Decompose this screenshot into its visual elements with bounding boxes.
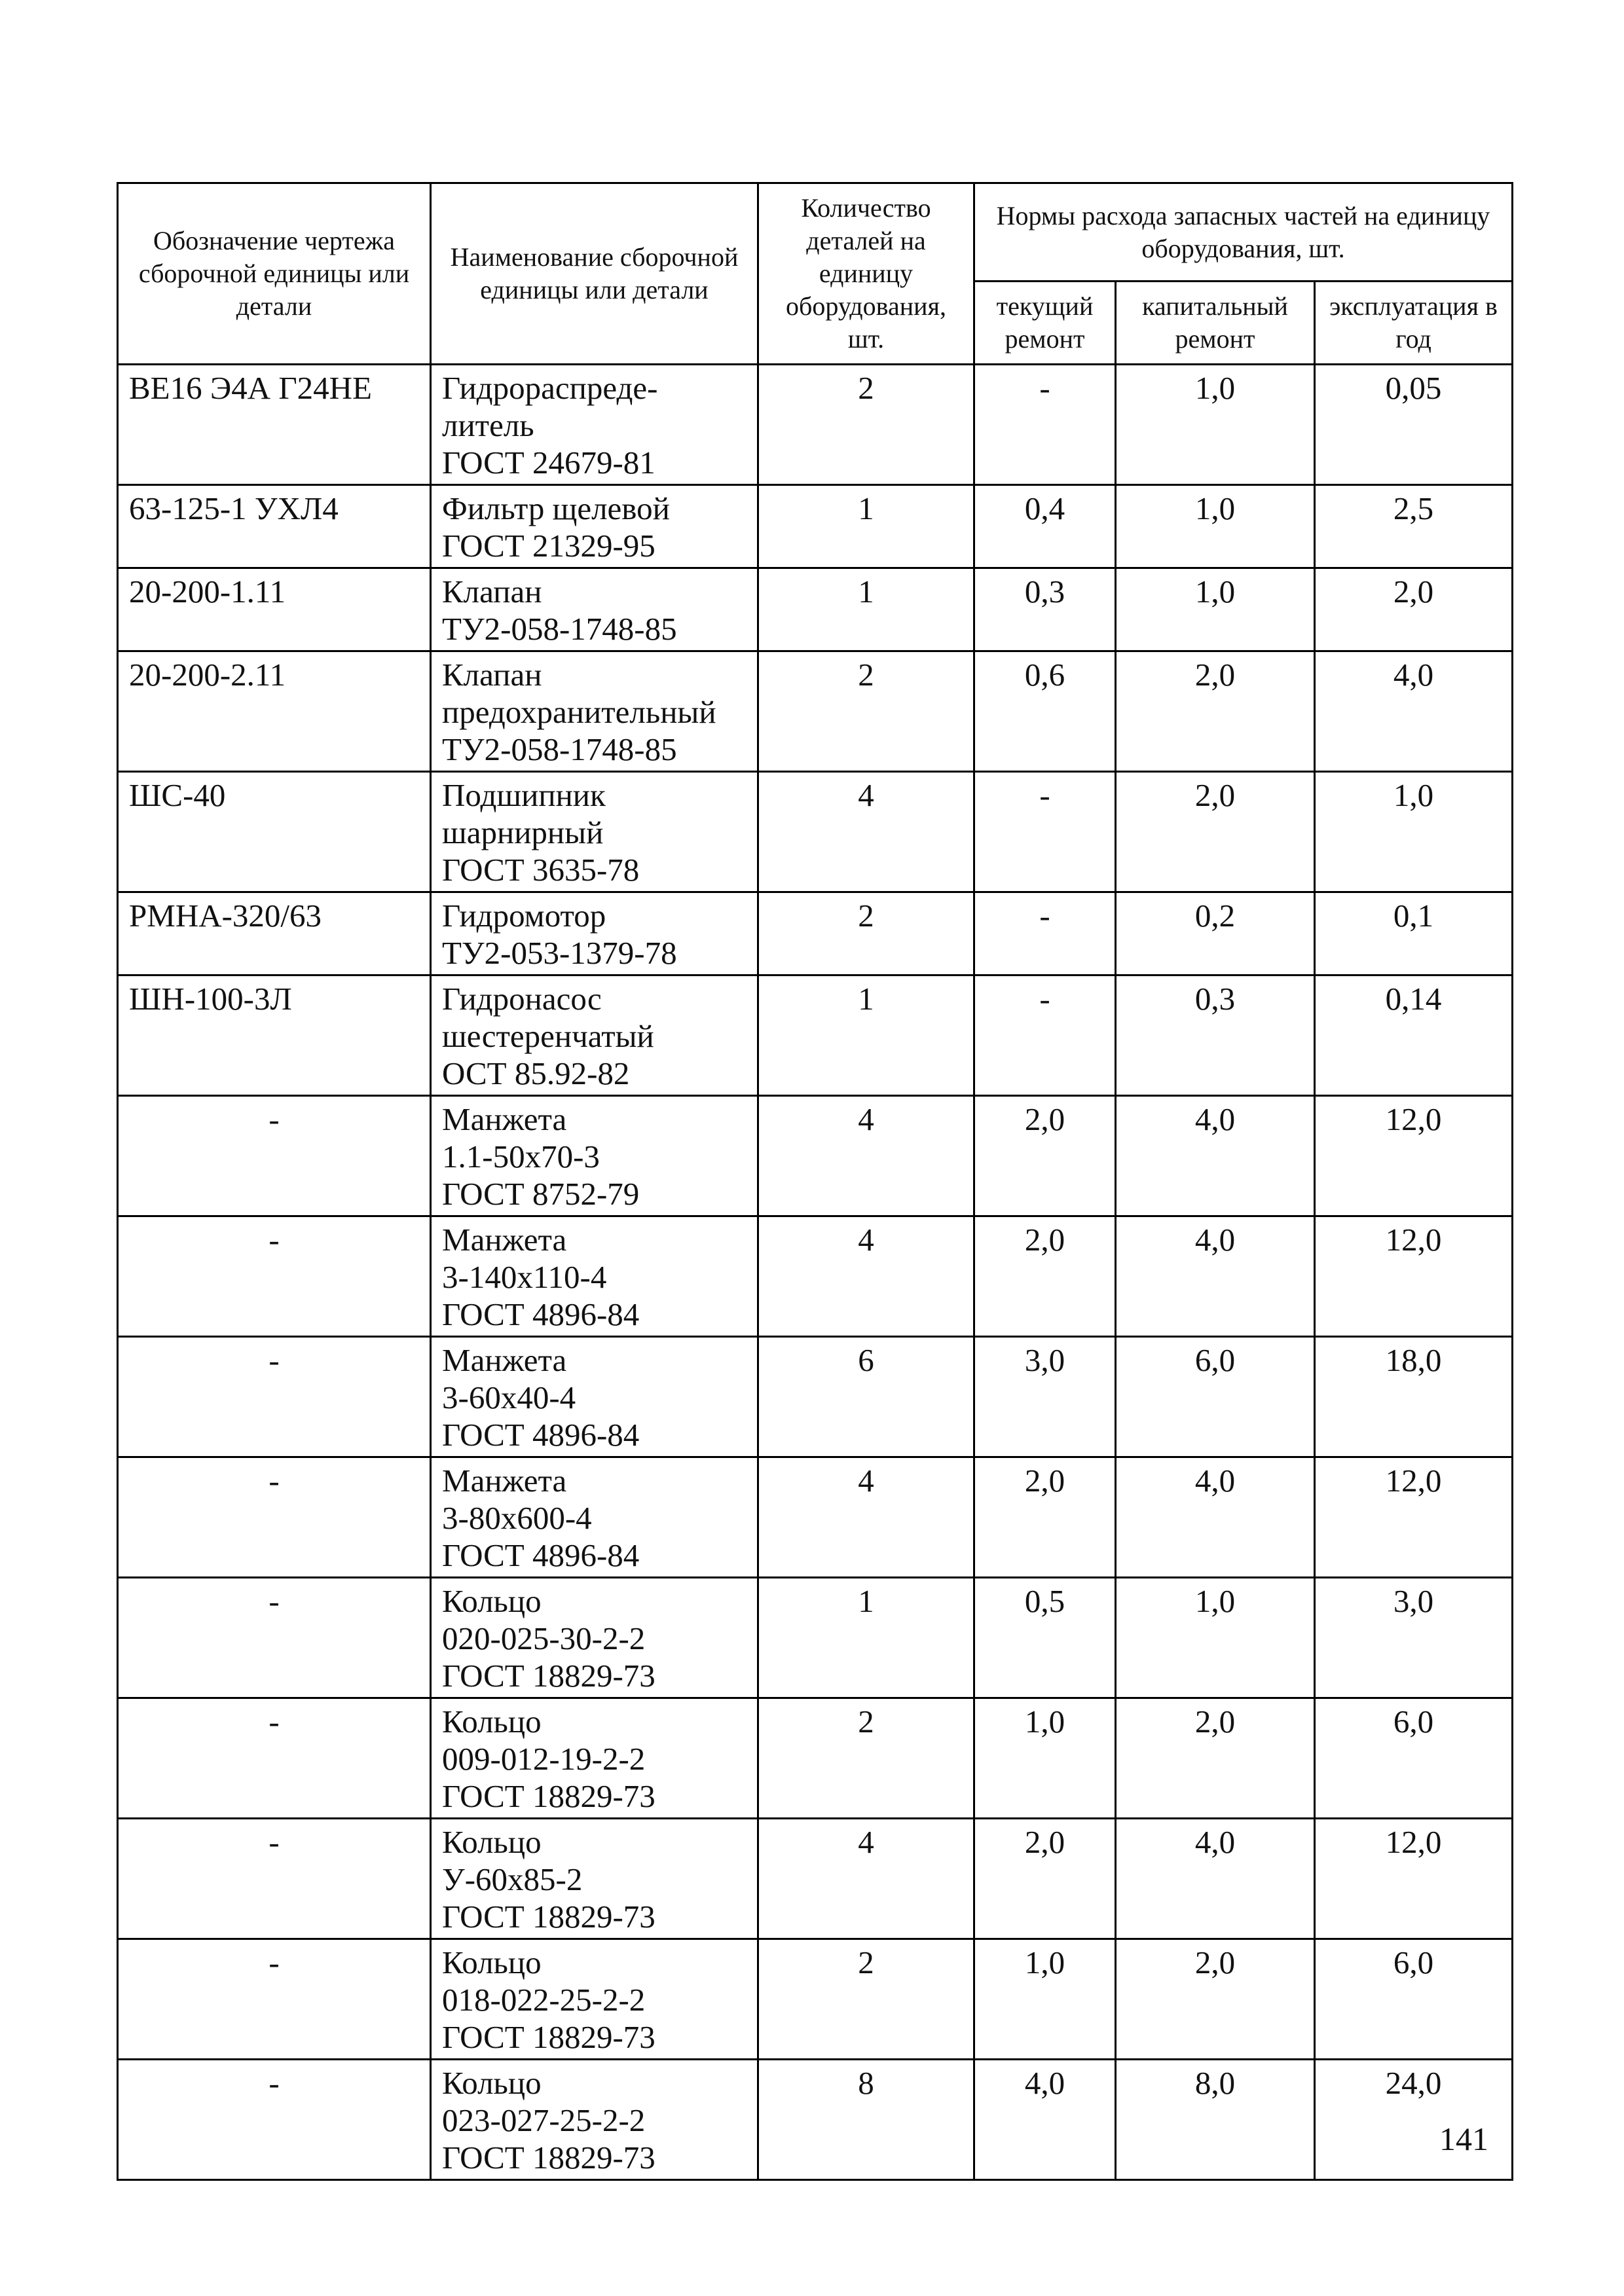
table-row — [118, 1096, 1513, 1216]
table-row — [118, 1939, 1513, 2060]
cell-capital-repair: 1,0 — [1116, 1578, 1315, 1698]
cell-operation-per-year: 12,0 — [1315, 1096, 1513, 1216]
cell-current-repair: 2,0 — [974, 1819, 1116, 1939]
cell-operation-per-year: 6,0 — [1315, 1698, 1513, 1819]
cell-operation-per-year: 2,5 — [1315, 485, 1513, 568]
cell-name-line: Гидронасос — [442, 981, 602, 1017]
cell-designation: - — [118, 2060, 431, 2180]
cell-name — [431, 1216, 758, 1337]
cell-quantity: 6 — [758, 1337, 974, 1457]
cell-name-line: ГОСТ 21329-95 — [442, 528, 655, 564]
cell-name — [431, 1939, 758, 2060]
cell-quantity: 2 — [758, 1939, 974, 2060]
cell-capital-repair: 4,0 — [1116, 1457, 1315, 1578]
cell-current-repair: 4,0 — [974, 2060, 1116, 2180]
cell-name-line: Кольцо — [442, 2065, 542, 2101]
cell-capital-repair: 0,2 — [1116, 892, 1315, 975]
cell-current-repair: 1,0 — [974, 1698, 1116, 1819]
cell-operation-per-year: 4,0 — [1315, 651, 1513, 772]
cell-name-line: предохранительный — [442, 694, 716, 730]
cell-name — [431, 651, 758, 772]
cell-designation: - — [118, 1939, 431, 2060]
cell-current-repair: 0,6 — [974, 651, 1116, 772]
table-row — [118, 365, 1513, 485]
table-row — [118, 485, 1513, 568]
header-capital-repair: капитальный ремонт — [1116, 282, 1315, 365]
cell-name-line: Манжета — [442, 1342, 567, 1378]
cell-name-line: Кольцо — [442, 1583, 542, 1619]
cell-operation-per-year: 18,0 — [1315, 1337, 1513, 1457]
cell-capital-repair: 4,0 — [1116, 1096, 1315, 1216]
header-designation: Обозначение чертежа сборочной единицы или детали — [118, 183, 431, 365]
cell-designation: - — [118, 1698, 431, 1819]
cell-quantity: 1 — [758, 1578, 974, 1698]
cell-designation: - — [118, 1819, 431, 1939]
cell-name-line: ГОСТ 4896-84 — [442, 1417, 640, 1453]
cell-operation-per-year: 12,0 — [1315, 1216, 1513, 1337]
cell-operation-per-year: 3,0 — [1315, 1578, 1513, 1698]
cell-current-repair: 3,0 — [974, 1337, 1116, 1457]
cell-name-line: Манжета — [442, 1222, 567, 1258]
table-row — [118, 975, 1513, 1096]
cell-operation-per-year: 6,0 — [1315, 1939, 1513, 2060]
cell-name-line: 020-025-30-2-2 — [442, 1620, 646, 1656]
cell-quantity: 2 — [758, 892, 974, 975]
table-row — [118, 1819, 1513, 1939]
cell-current-repair: 0,4 — [974, 485, 1116, 568]
cell-name — [431, 568, 758, 651]
cell-capital-repair: 2,0 — [1116, 1698, 1315, 1819]
cell-name-line: ТУ2-058-1748-85 — [442, 731, 677, 767]
cell-name-line: Фильтр щелевой — [442, 490, 670, 526]
cell-name-line: Клапан — [442, 657, 542, 693]
cell-name-line: Клапан — [442, 574, 542, 610]
page-number: 141 — [1439, 2121, 1488, 2157]
cell-operation-per-year: 24,0 — [1315, 2060, 1513, 2180]
header-norms-group: Нормы расхода запасных частей на единицу оборудования, шт. — [974, 183, 1513, 282]
cell-name-line: шестеренчатый — [442, 1018, 654, 1054]
cell-capital-repair: 1,0 — [1116, 568, 1315, 651]
cell-name — [431, 1578, 758, 1698]
cell-name-line: ГОСТ 18829-73 — [442, 2140, 655, 2176]
cell-name-line: Манжета — [442, 1463, 567, 1499]
cell-current-repair: 0,3 — [974, 568, 1116, 651]
cell-name-line: литель — [442, 407, 534, 443]
cell-capital-repair: 4,0 — [1116, 1819, 1315, 1939]
cell-capital-repair: 1,0 — [1116, 485, 1315, 568]
cell-name — [431, 2060, 758, 2180]
cell-quantity: 1 — [758, 485, 974, 568]
cell-name — [431, 1096, 758, 1216]
cell-quantity: 4 — [758, 1096, 974, 1216]
cell-name — [431, 485, 758, 568]
header-current-repair: текущий ремонт — [974, 282, 1116, 365]
cell-operation-per-year: 0,1 — [1315, 892, 1513, 975]
cell-quantity: 8 — [758, 2060, 974, 2180]
cell-designation: - — [118, 1337, 431, 1457]
cell-designation: ВЕ16 Э4А Г24НЕ — [118, 365, 431, 485]
cell-capital-repair: 0,3 — [1116, 975, 1315, 1096]
cell-operation-per-year: 12,0 — [1315, 1457, 1513, 1578]
cell-name-line: 3-80х600-4 — [442, 1500, 592, 1536]
cell-quantity: 1 — [758, 975, 974, 1096]
cell-name — [431, 1819, 758, 1939]
cell-designation: ШС-40 — [118, 772, 431, 892]
table-row — [118, 892, 1513, 975]
cell-capital-repair: 8,0 — [1116, 2060, 1315, 2180]
cell-name-line: 009-012-19-2-2 — [442, 1741, 646, 1777]
cell-current-repair: 0,5 — [974, 1578, 1116, 1698]
header-quantity: Количество деталей на единицу оборудования, шт. — [758, 183, 974, 365]
cell-designation: - — [118, 1096, 431, 1216]
cell-current-repair: 1,0 — [974, 1939, 1116, 2060]
cell-designation: РМНА-320/63 — [118, 892, 431, 975]
cell-name-line: Гидрораспреде- — [442, 370, 658, 406]
cell-name — [431, 772, 758, 892]
cell-quantity: 4 — [758, 1457, 974, 1578]
cell-name-line: ГОСТ 18829-73 — [442, 1899, 655, 1935]
cell-name-line: ТУ2-053-1379-78 — [442, 935, 677, 971]
table-row — [118, 568, 1513, 651]
cell-designation: 20-200-2.11 — [118, 651, 431, 772]
cell-capital-repair: 2,0 — [1116, 772, 1315, 892]
cell-quantity: 4 — [758, 1216, 974, 1337]
table-body — [118, 365, 1513, 2180]
cell-name — [431, 975, 758, 1096]
cell-name-line: ОСТ 85.92-82 — [442, 1055, 630, 1091]
cell-name-line: 023-027-25-2-2 — [442, 2102, 646, 2138]
header-name: Наименование сборочной единицы или детали — [431, 183, 758, 365]
cell-name-line: Подшипник — [442, 777, 606, 813]
table-row — [118, 1457, 1513, 1578]
table-row — [118, 2060, 1513, 2180]
cell-operation-per-year: 2,0 — [1315, 568, 1513, 651]
cell-current-repair: - — [974, 975, 1116, 1096]
cell-quantity: 1 — [758, 568, 974, 651]
cell-operation-per-year: 0,14 — [1315, 975, 1513, 1096]
cell-name-line: Кольцо — [442, 1944, 542, 1980]
cell-current-repair: - — [974, 365, 1116, 485]
cell-name-line: 018-022-25-2-2 — [442, 1982, 646, 2018]
cell-name — [431, 1698, 758, 1819]
cell-quantity: 2 — [758, 651, 974, 772]
cell-name-line: ГОСТ 8752-79 — [442, 1176, 640, 1212]
spare-parts-table — [117, 182, 1513, 2181]
cell-capital-repair: 2,0 — [1116, 651, 1315, 772]
cell-capital-repair: 4,0 — [1116, 1216, 1315, 1337]
cell-name-line: ГОСТ 24679-81 — [442, 445, 655, 481]
cell-designation: - — [118, 1457, 431, 1578]
cell-name-line: Гидромотор — [442, 898, 606, 934]
cell-name-line: ГОСТ 4896-84 — [442, 1537, 640, 1573]
cell-current-repair: - — [974, 772, 1116, 892]
cell-capital-repair: 1,0 — [1116, 365, 1315, 485]
header-operation-per-year: эксплуатация в год — [1315, 282, 1513, 365]
cell-name-line: ГОСТ 18829-73 — [442, 1658, 655, 1694]
cell-name-line: 1.1-50х70-3 — [442, 1139, 600, 1175]
cell-quantity: 2 — [758, 1698, 974, 1819]
cell-name-line: ГОСТ 3635-78 — [442, 852, 640, 888]
table-row — [118, 1578, 1513, 1698]
cell-designation: 20-200-1.11 — [118, 568, 431, 651]
cell-name — [431, 892, 758, 975]
cell-current-repair: 2,0 — [974, 1457, 1116, 1578]
table-row — [118, 1216, 1513, 1337]
cell-name-line: Кольцо — [442, 1704, 542, 1740]
table-row — [118, 1698, 1513, 1819]
cell-name-line: ГОСТ 18829-73 — [442, 2019, 655, 2055]
cell-name-line: Манжета — [442, 1101, 567, 1137]
cell-current-repair: 2,0 — [974, 1096, 1116, 1216]
cell-operation-per-year: 1,0 — [1315, 772, 1513, 892]
cell-name — [431, 365, 758, 485]
cell-designation: - — [118, 1216, 431, 1337]
cell-quantity: 4 — [758, 1819, 974, 1939]
cell-current-repair: 2,0 — [974, 1216, 1116, 1337]
cell-operation-per-year: 0,05 — [1315, 365, 1513, 485]
cell-name-line: ГОСТ 18829-73 — [442, 1778, 655, 1814]
cell-quantity: 4 — [758, 772, 974, 892]
cell-capital-repair: 2,0 — [1116, 1939, 1315, 2060]
cell-designation: - — [118, 1578, 431, 1698]
cell-operation-per-year: 12,0 — [1315, 1819, 1513, 1939]
cell-capital-repair: 6,0 — [1116, 1337, 1315, 1457]
cell-name — [431, 1457, 758, 1578]
cell-name-line: 3-60х40-4 — [442, 1379, 576, 1415]
cell-quantity: 2 — [758, 365, 974, 485]
table-row — [118, 651, 1513, 772]
cell-name-line: 3-140х110-4 — [442, 1259, 607, 1295]
cell-name-line: ГОСТ 4896-84 — [442, 1296, 640, 1332]
table-row — [118, 1337, 1513, 1457]
cell-name-line: Кольцо — [442, 1824, 542, 1860]
cell-name-line: шарнирный — [442, 814, 604, 850]
cell-current-repair: - — [974, 892, 1116, 975]
cell-name-line: ТУ2-058-1748-85 — [442, 611, 677, 647]
cell-name-line: У-60х85-2 — [442, 1861, 583, 1897]
cell-name — [431, 1337, 758, 1457]
cell-designation: 63-125-1 УХЛ4 — [118, 485, 431, 568]
cell-designation: ШН-100-3Л — [118, 975, 431, 1096]
table-row — [118, 772, 1513, 892]
